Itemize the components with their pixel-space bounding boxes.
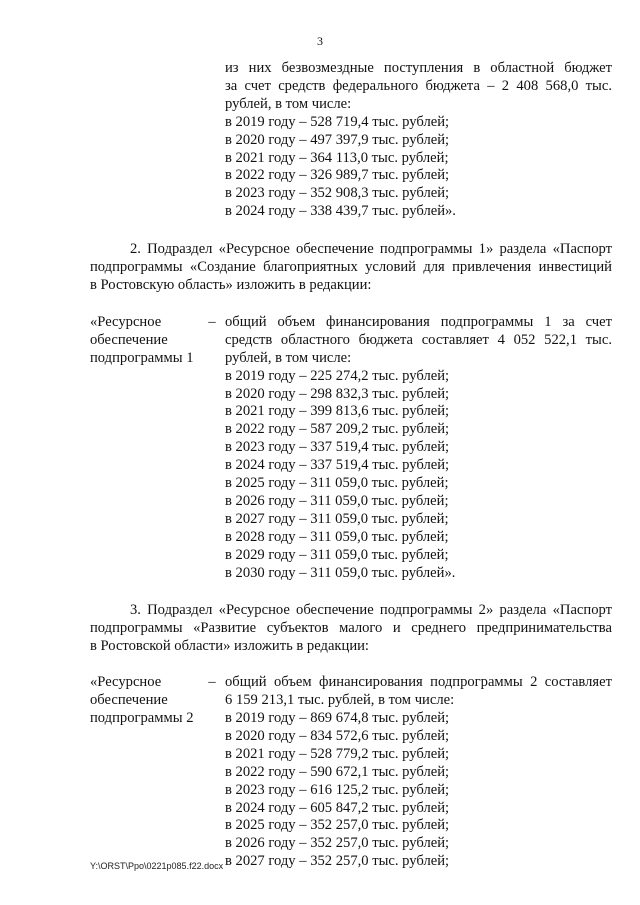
- paragraph-line: 3. Подраздел «Ресурсное обеспечение подпрограммы 2» раздела «Паспорт: [130, 602, 612, 619]
- paragraph-line: 2. Подраздел «Ресурсное обеспечение подпрограммы 1» раздела «Паспорт: [130, 241, 612, 258]
- text-line: в 2019 году – 869 674,8 тыс. рублей;: [225, 710, 450, 726]
- label-line: подпрограммы 2: [90, 710, 194, 726]
- text-line: в 2024 году – 605 847,2 тыс. рублей;: [225, 799, 450, 816]
- section2-dash: –: [208, 313, 216, 330]
- text-line: в 2021 году – 364 113,0 тыс. рублей;: [225, 149, 449, 166]
- text-line: в 2020 году – 497 397,9 тыс. рублей;: [225, 131, 450, 148]
- text-line: в 2020 году – 834 572,6 тыс. рублей;: [225, 727, 450, 744]
- section2-block: [90, 314, 612, 583]
- document-body: [90, 60, 612, 871]
- text-line: в 2027 году – 311 059,0 тыс. рублей;: [225, 510, 449, 527]
- text-line: в 2019 году – 225 274,2 тыс. рублей;: [225, 367, 450, 384]
- paragraph-line: подпрограммы «Развитие субъектов малого и среднего предпринимательства: [90, 620, 612, 637]
- text-line: в 2029 году – 311 059,0 тыс. рублей;: [225, 546, 449, 563]
- section2-paragraph: [90, 241, 612, 295]
- text-line: в 2023 году – 337 519,4 тыс. рублей;: [225, 439, 450, 456]
- file-path-footer: Y:\ORST\Ppo\0221p085.f22.docx: [90, 861, 224, 871]
- section3-label: [90, 674, 208, 728]
- section3-dash: –: [208, 674, 216, 691]
- text-line: общий объем финансирования подпрограммы 1 за счет: [225, 313, 612, 330]
- paragraph-line: в Ростовскую область» изложить в редакции:: [90, 276, 372, 293]
- text-line: за счет средств федерального бюджета – 2 408 568,0 тыс.: [225, 77, 612, 94]
- text-line: в 2024 году – 337 519,4 тыс. рублей;: [225, 457, 450, 474]
- text-line: в 2023 году – 352 908,3 тыс. рублей;: [225, 185, 450, 202]
- text-line: в 2023 году – 616 125,2 тыс. рублей;: [225, 781, 450, 798]
- text-line: 6 159 213,1 тыс. рублей, в том числе:: [225, 692, 455, 709]
- page-number: 3: [317, 34, 323, 48]
- text-line: рублей, в том числе:: [225, 95, 352, 112]
- text-line: в 2021 году – 399 813,6 тыс. рублей;: [225, 403, 450, 420]
- text-line: в 2027 году – 352 257,0 тыс. рублей;: [225, 853, 450, 870]
- text-line: общий объем финансирования подпрограммы 2 составляет: [225, 674, 612, 691]
- text-line: в 2022 году – 590 672,1 тыс. рублей;: [225, 763, 450, 780]
- text-line: в 2025 году – 352 257,0 тыс. рублей;: [225, 817, 450, 834]
- section3-block: [90, 674, 612, 871]
- text-line: в 2026 году – 311 059,0 тыс. рублей;: [225, 492, 449, 509]
- paragraph-line: в Ростовской области» изложить в редакции:: [90, 638, 369, 655]
- text-line: из них безвозмездные поступления в областной бюджет: [225, 60, 612, 76]
- text-line: в 2025 году – 311 059,0 тыс. рублей;: [225, 475, 449, 492]
- text-line: в 2022 году – 587 209,2 тыс. рублей;: [225, 421, 450, 438]
- text-line: в 2028 году – 311 059,0 тыс. рублей;: [225, 528, 449, 545]
- section3-paragraph: [90, 602, 612, 656]
- text-line: в 2020 году – 298 832,3 тыс. рублей;: [225, 385, 450, 402]
- label-line: обеспечение: [90, 331, 168, 348]
- text-line: в 2019 году – 528 719,4 тыс. рублей;: [225, 113, 450, 130]
- label-line: «Ресурсное: [90, 313, 162, 330]
- paragraph-line: подпрограммы «Создание благоприятных условий для привлечения инвестиций: [90, 259, 612, 276]
- text-line: в 2030 году – 311 059,0 тыс. рублей».: [225, 564, 456, 581]
- label-line: обеспечение: [90, 692, 168, 709]
- label-line: «Ресурсное: [90, 674, 162, 691]
- text-line: в 2024 году – 338 439,7 тыс. рублей».: [225, 203, 456, 220]
- section3-lines: [225, 674, 612, 871]
- section2-lines: [225, 314, 612, 583]
- text-line: в 2022 году – 326 989,7 тыс. рублей;: [225, 167, 450, 184]
- top-block: [90, 60, 612, 221]
- text-line: в 2026 году – 352 257,0 тыс. рублей;: [225, 835, 450, 852]
- text-line: в 2021 году – 528 779,2 тыс. рублей;: [225, 745, 450, 762]
- label-line: подпрограммы 1: [90, 349, 194, 366]
- section2-label: [90, 314, 208, 368]
- text-line: рублей, в том числе:: [225, 349, 352, 366]
- text-line: средств областного бюджета составляет 4 052 522,1 тыс.: [225, 331, 612, 348]
